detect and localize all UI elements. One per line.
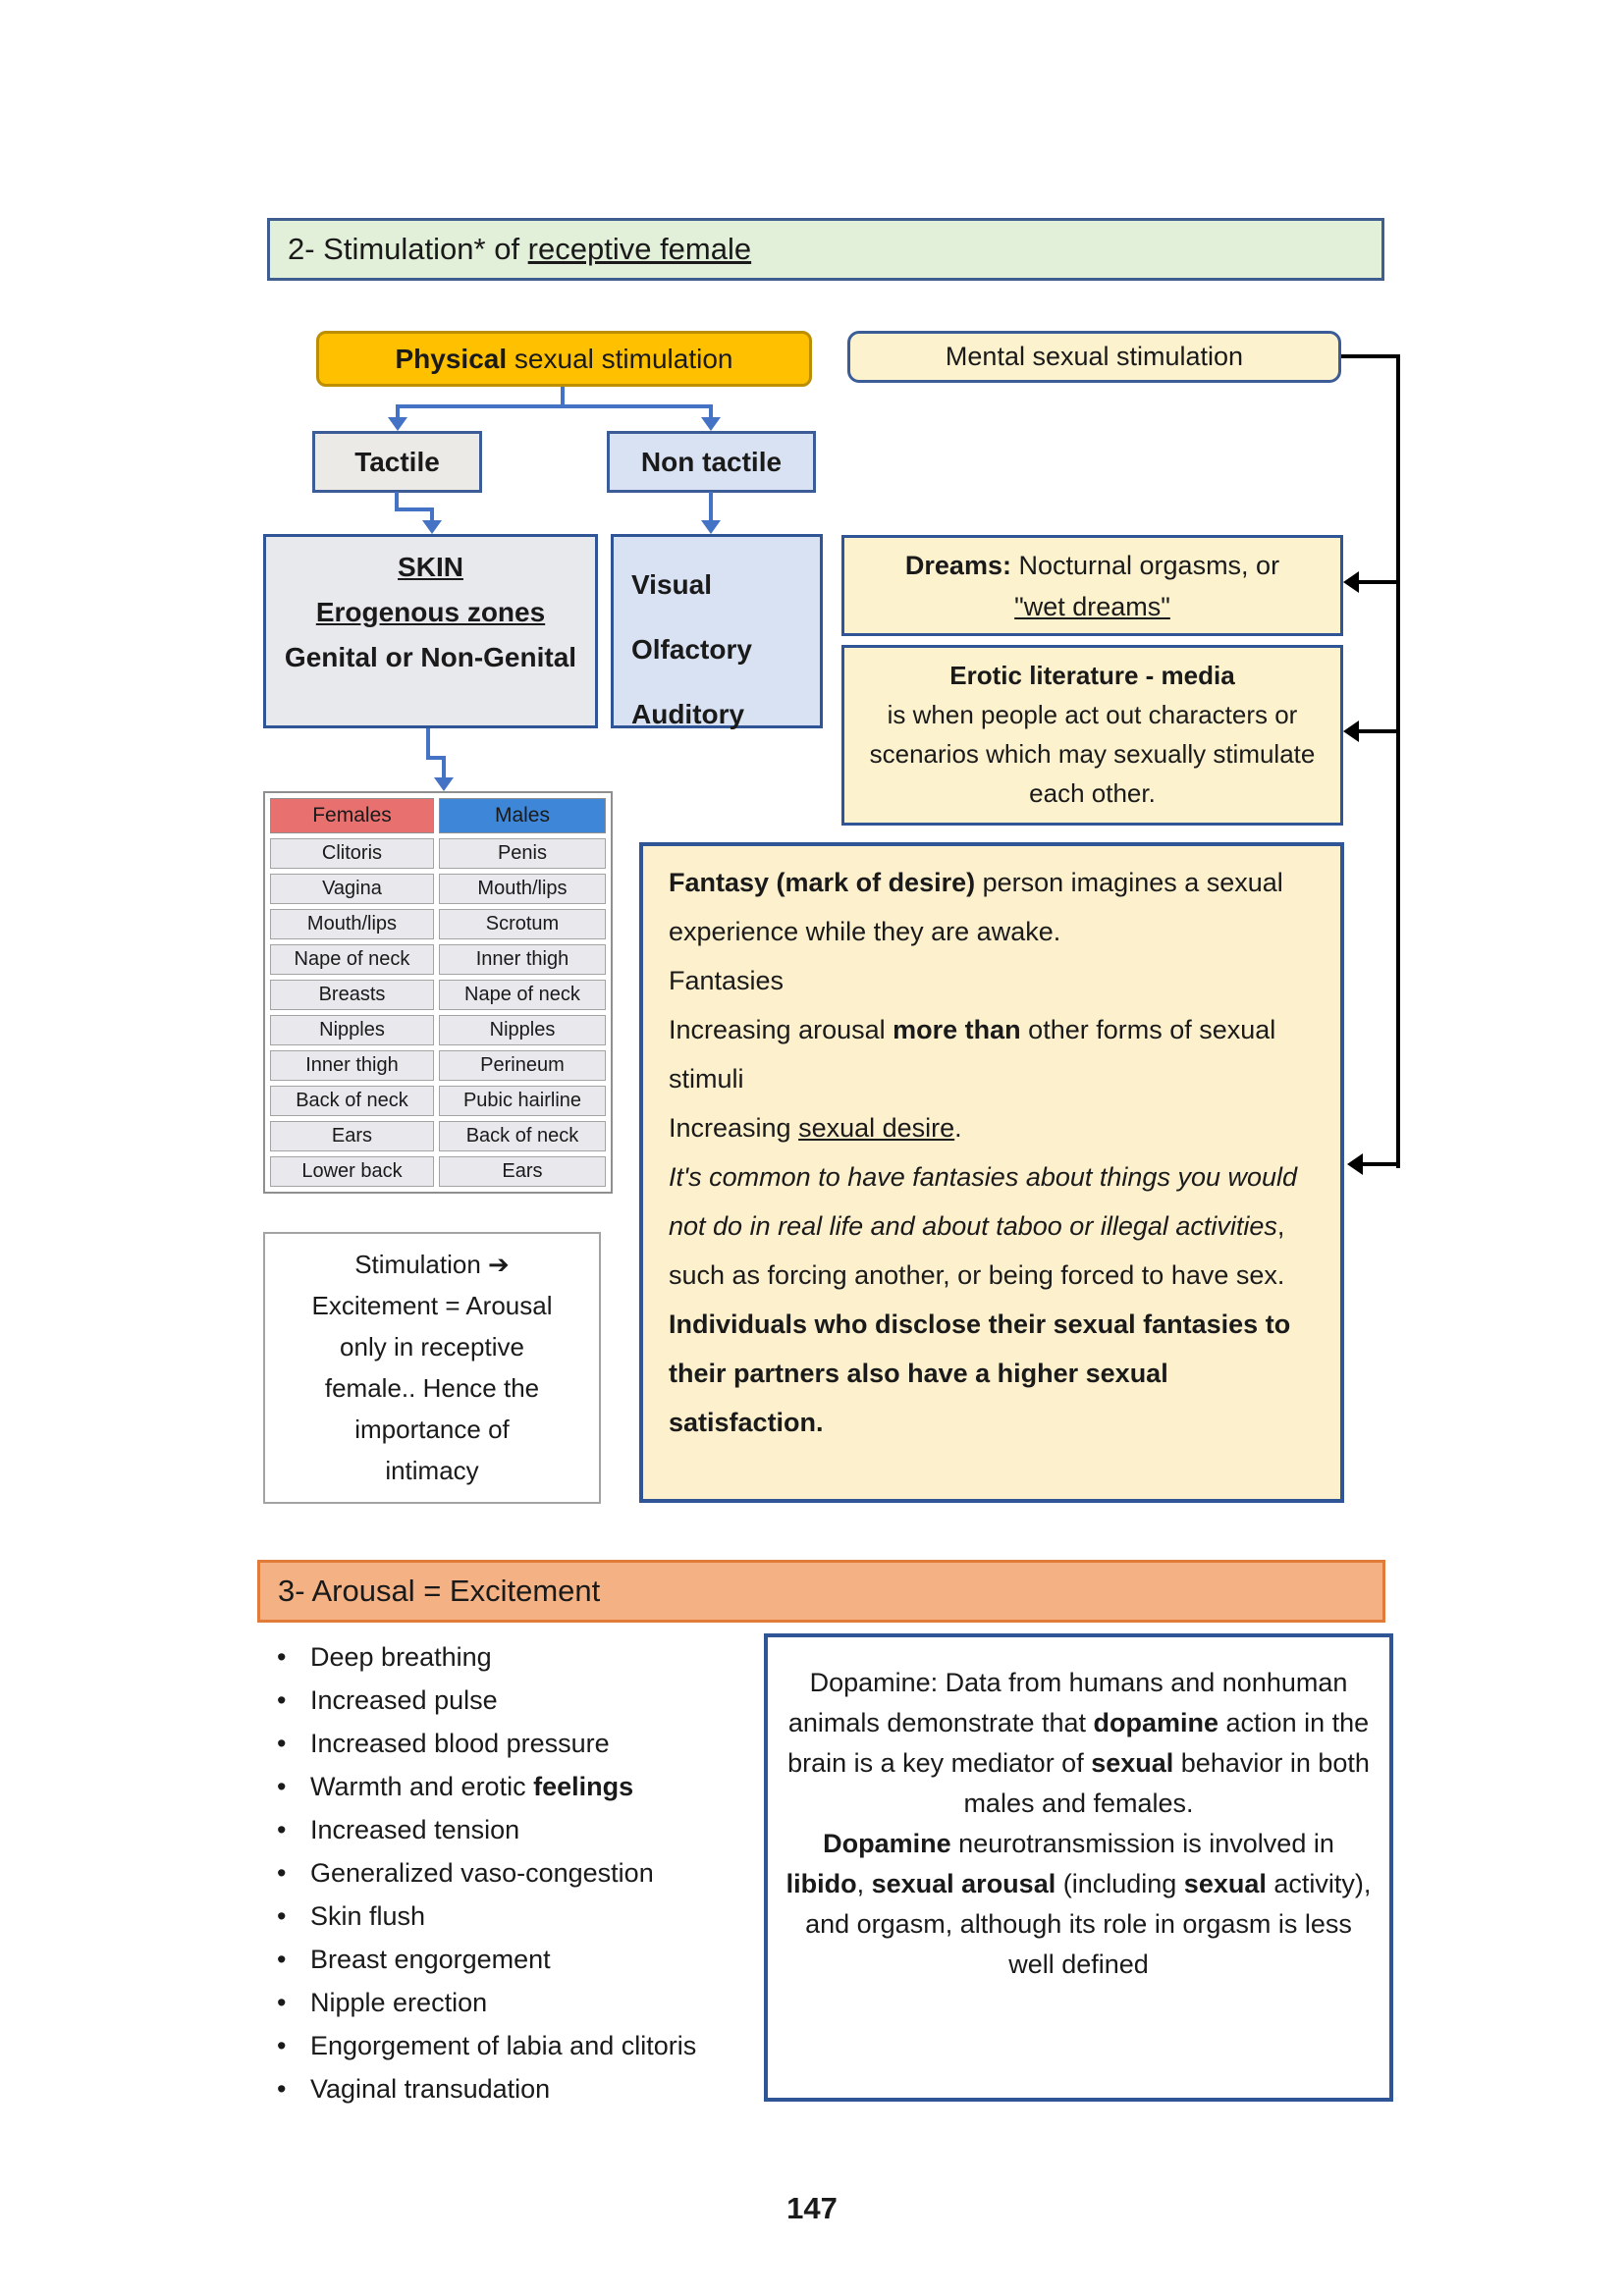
arrow-left-erotic-icon [1343,721,1359,742]
fantasy-box [639,842,1344,1503]
fantasy-text: Fantasies [669,966,785,995]
table-cell: Back of neck [439,1121,606,1151]
connector-to-non-tactile [709,404,713,417]
list-item: • Nipple erection [271,1981,801,2024]
table-row [270,1015,606,1045]
skin-box-line3: Genital or Non-Genital [284,642,577,672]
fantasy-text: person imagines a sexual experience while they are awake. [669,868,1283,946]
senses-box-line3: Auditory [631,699,745,729]
senses-box [611,534,823,728]
erogenous-zones-table-wrap [263,791,613,1194]
dopamine-text: activity), and orgasm, although its role in orgasm is less well defined [805,1869,1372,1979]
dopamine-text: action in the brain is a key mediator of [787,1708,1370,1778]
connector-skin-table-v2 [442,756,446,779]
erotic-box-title: Erotic literature - media [949,661,1235,690]
dopamine-box [764,1633,1393,2102]
arousal-signs-list [271,1635,801,2110]
list-item: • Engorgement of labia and clitoris [271,2024,801,2067]
tactile-box-text: Tactile [354,447,440,477]
dopamine-bold-text: Dopamine [823,1829,951,1858]
table-cell: Nape of neck [439,980,606,1010]
table-row [270,1121,606,1151]
list-item: • Increased tension [271,1808,801,1851]
senses-box-line2: Olfactory [631,634,752,665]
dopamine-text: Dopamine: Data from humans and nonhuman animals demonstrate that [787,1668,1348,1737]
physical-stimulation-box [316,331,812,387]
section3-header: 3- Arousal = Excitement [257,1560,1385,1623]
table-cell: Breasts [270,980,434,1010]
arrow-left-dreams-icon [1343,571,1359,593]
dopamine-text: behavior in both males and females. [963,1748,1370,1818]
arrow-left-fantasy-icon [1347,1153,1363,1175]
dreams-box-text: Nocturnal orgasms, or [1010,551,1280,580]
arrow-down-non-tactile-icon [701,417,721,431]
mental-box-text: Mental sexual stimulation [945,342,1244,371]
table-cell: Lower back [270,1156,434,1187]
list-item: • Vaginal transudation [271,2067,801,2110]
dopamine-bold-text: sexual [1183,1869,1267,1898]
erogenous-zones-table [265,793,611,1192]
list-item: • Breast engorgement [271,1938,801,1981]
skin-erogenous-zones-box [263,534,598,728]
dopamine-text: , [856,1869,872,1898]
note-line: Excitement = Arousal [311,1291,553,1320]
connector-to-tactile [396,404,400,417]
section2-header [267,218,1384,281]
dreams-box-quote-text: "wet dreams" [1014,592,1170,621]
table-cell: Back of neck [270,1086,434,1116]
table-cell: Mouth/lips [439,874,606,904]
table-row [270,838,606,869]
erotic-literature-box [841,645,1343,826]
table-cell: Clitoris [270,838,434,869]
table-cell: Perineum [439,1050,606,1081]
note-line: female.. Hence the [324,1373,540,1403]
fantasy-text: Increasing arousal [669,1015,893,1044]
table-cell: Vagina [270,874,434,904]
arrow-down-table-icon [434,777,454,791]
fantasy-text: , such as forcing another, or being forced to have sex. [669,1211,1285,1290]
dopamine-bold-text: sexual [1091,1748,1174,1778]
section2-header-text: 2- Stimulation* of [288,232,528,266]
dreams-box-bold-text: Dreams: [904,551,1011,580]
arrow-down-tactile-icon [388,417,407,431]
connector-physical-split [396,404,713,408]
table-header-row [270,798,606,833]
dopamine-bold-text: sexual arousal [871,1869,1056,1898]
fantasy-bold-text: more than [893,1015,1021,1044]
table-header-males: Males [439,798,606,833]
connector-tactile-skin-h [395,507,434,511]
table-cell: Inner thigh [439,944,606,975]
connector-mental-out [1341,354,1400,358]
skin-box-line2: Erogenous zones [315,597,546,627]
table-cell: Nape of neck [270,944,434,975]
table-cell: Mouth/lips [270,909,434,939]
list-item: • Increased blood pressure [271,1722,801,1765]
fantasy-title: Fantasy (mark of desire) [669,868,976,897]
list-item: • Generalized vaso-congestion [271,1851,801,1895]
table-row [270,980,606,1010]
dopamine-text: (including [1056,1869,1184,1898]
dopamine-bold-text: libido [785,1869,857,1898]
fantasy-italic-text: It's common to have fantasies about things you would not do in real life and about taboo or illegal activities [669,1162,1298,1241]
note-line: intimacy [385,1456,479,1485]
skin-box-line1: SKIN [398,552,463,582]
dopamine-bold-text: dopamine [1093,1708,1219,1737]
stimulation-note-box [263,1232,601,1504]
fantasy-text: Increasing [669,1113,799,1143]
dopamine-text: neurotransmission is involved in [950,1829,1334,1858]
physical-box-bold-text: Physical [395,344,508,374]
arrow-down-skin-icon [422,520,442,534]
note-line: Stimulation ➔ [354,1250,510,1279]
table-cell: Ears [439,1156,606,1187]
table-header-females: Females [270,798,434,833]
non-tactile-box-text: Non tactile [640,447,783,477]
fantasy-text: . [954,1113,962,1143]
connector-to-fantasy [1361,1162,1400,1166]
fantasy-underlined-text: sexual desire [798,1113,955,1143]
table-row [270,1156,606,1187]
table-row [270,1050,606,1081]
table-cell: Inner thigh [270,1050,434,1081]
table-row [270,909,606,939]
non-tactile-box [607,431,816,493]
note-line: importance of [354,1415,510,1444]
table-cell: Pubic hairline [439,1086,606,1116]
mental-stimulation-box [847,331,1341,383]
table-cell: Ears [270,1121,434,1151]
erotic-box-body: is when people act out characters or scenarios which may sexually stimulate each other. [869,700,1316,808]
connector-to-dreams [1357,580,1400,584]
table-row [270,944,606,975]
dreams-box [841,535,1343,636]
section2-header-underlined-text: receptive female [527,232,752,266]
connector-mental-vertical [1396,354,1400,1168]
list-item: • Warmth and erotic feelings [271,1765,801,1808]
table-cell: Penis [439,838,606,869]
list-item: • Increased pulse [271,1679,801,1722]
fantasy-bold-text: Individuals who disclose their sexual fantasies to their partners also have a higher sexual satisfaction. [669,1309,1291,1437]
list-item: • Deep breathing [271,1635,801,1679]
note-line: only in receptive [340,1332,524,1362]
table-cell: Nipples [439,1015,606,1045]
table-row [270,1086,606,1116]
fantasy-text: other forms of sexual stimuli [669,1015,1276,1094]
table-cell: Nipples [270,1015,434,1045]
connector-nontactile-senses [709,492,713,521]
senses-box-line1: Visual [631,569,712,600]
tactile-box [312,431,482,493]
connector-to-erotic [1357,729,1400,733]
list-item: • Skin flush [271,1895,801,1938]
table-row [270,874,606,904]
physical-box-text: sexual stimulation [507,344,733,374]
page-number: 147 [786,2191,838,2225]
table-cell: Scrotum [439,909,606,939]
arrow-down-senses-icon [701,520,721,534]
